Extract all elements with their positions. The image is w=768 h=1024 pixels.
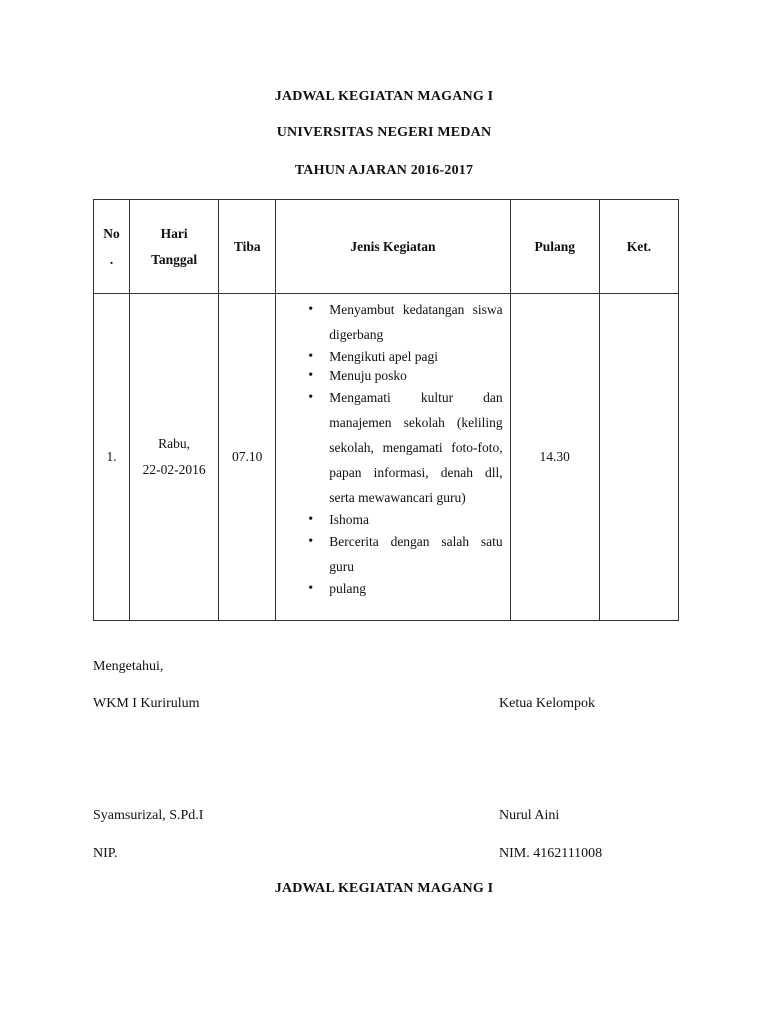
university-name: UNIVERSITAS NEGERI MEDAN	[276, 125, 492, 140]
left-signatory-role: WKM I Kurirulum	[93, 696, 200, 711]
list-item: • Menyambut kedatangan siswa digerbang	[276, 297, 502, 347]
header-note: Ket.	[599, 200, 678, 294]
list-item: • Menuju posko	[276, 366, 502, 385]
list-item: • Mengamati kultur dan manajemen sekolah (keliling sekolah, mengamati foto-foto, papan informasi, denah dll, serta mewawancari guru)	[276, 385, 502, 510]
list-item: • Ishoma	[276, 510, 502, 529]
list-item: • pulang	[276, 579, 502, 598]
academic-year: TAHUN AJARAN 2016-2017	[294, 163, 474, 178]
acknowledged-label: Mengetahui,	[93, 659, 164, 674]
document-title: JADWAL KEGIATAN MAGANG I	[274, 89, 494, 104]
header-arrive: Tiba	[219, 200, 276, 294]
list-item: • Mengikuti apel pagi	[276, 347, 502, 366]
right-signatory-role: Ketua Kelompok	[499, 696, 596, 711]
left-signatory-id: NIP.	[93, 846, 118, 861]
header-leave: Pulang	[510, 200, 599, 294]
cell-leave: 14.30	[510, 294, 599, 621]
header-no	[94, 200, 130, 294]
table-row	[94, 294, 679, 621]
cell-no: 1.	[94, 294, 130, 621]
cell-arrive: 07.10	[219, 294, 276, 621]
header-no-line2: .	[109, 251, 114, 267]
header-day-line1: Hari	[160, 225, 188, 241]
right-signatory-name: Nurul Aini	[499, 808, 560, 823]
left-signatory-name: Syamsurizal, S.Pd.I	[93, 808, 204, 823]
cell-day: Rabu,	[158, 436, 191, 451]
cell-date: 22-02-2016	[142, 462, 206, 477]
right-signatory-id: NIM. 4162111008	[499, 846, 603, 861]
cell-note	[599, 294, 678, 621]
header-day-line2: Tanggal	[151, 251, 198, 267]
next-page-title: JADWAL KEGIATAN MAGANG I	[274, 881, 494, 896]
header-day-date	[130, 200, 219, 294]
cell-activities	[276, 294, 510, 621]
cell-day-date	[130, 294, 219, 621]
list-item: • Bercerita dengan salah satu guru	[276, 529, 502, 579]
schedule-table	[93, 199, 679, 621]
table-header-row	[94, 200, 679, 294]
header-activity: Jenis Kegiatan	[276, 200, 510, 294]
header-no-line1: No	[103, 225, 120, 241]
activity-list	[276, 297, 509, 598]
